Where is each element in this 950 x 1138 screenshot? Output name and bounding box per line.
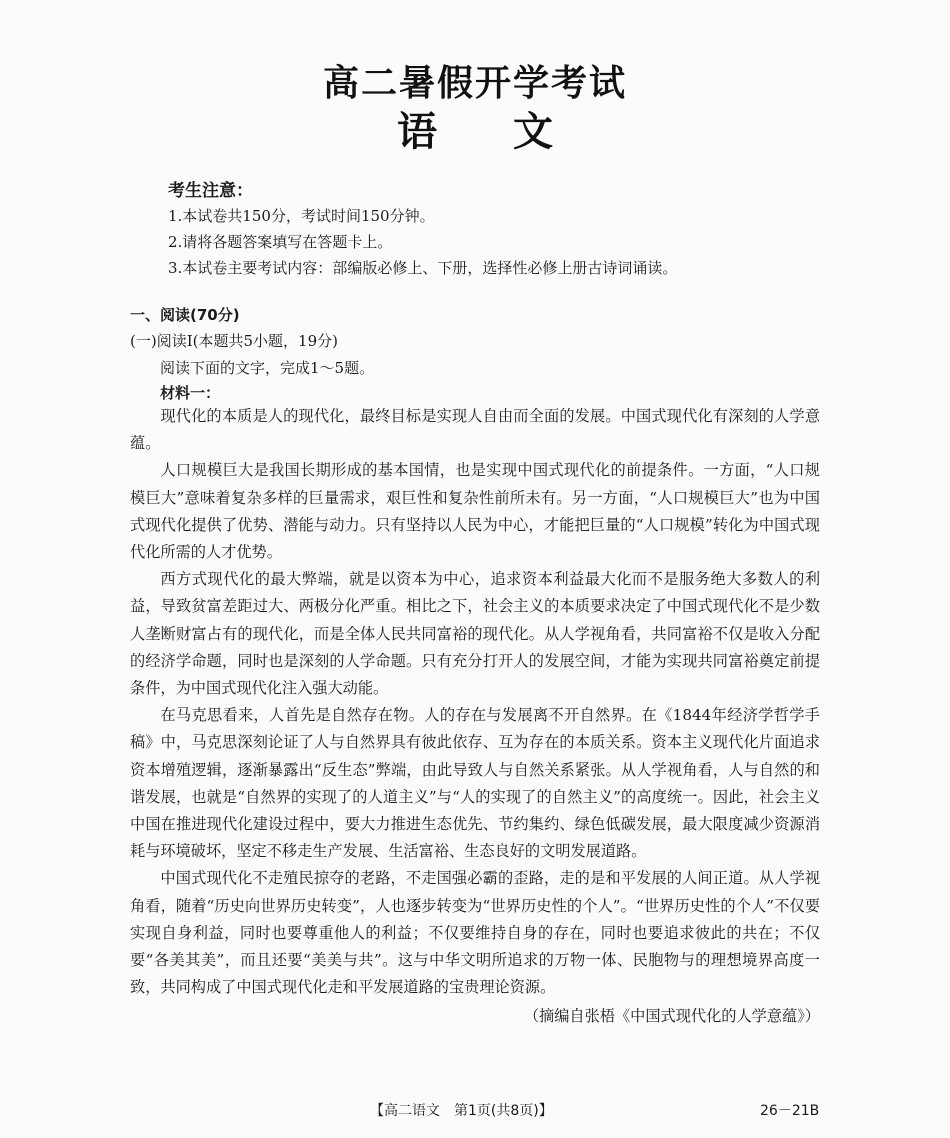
notice-item-2: 2.请将各题答案填写在答题卡上。 (168, 233, 393, 251)
article-body (130, 403, 820, 1031)
exam-title: 高二暑假开学考试 (322, 63, 627, 104)
article-source: （摘编自张梧《中国式现代化的人学意蕴》） (523, 1007, 820, 1026)
reading-instruction: 阅读下面的文字，完成1～5题。 (160, 359, 375, 377)
article-paragraph-5: 中国式现代化不走殖民掠夺的老路，不走国强必霸的歪路，走的是和平发展的人间正道。从人学视角看，随着“历史向世界历史转变”，人也逐步转变为“世界历史性的个人”。“世界历史性的个人”不仅要实现自身利益，同时也要尊重他人的利益；不仅要维持自身的存在，同时也要追求彼此的共在；不仅要“各美其美”，而且还要“美美与共”。这与中华文明所追求的万物一体、民胞物与的理想境界高度一致，共同构成了中国式现代化走和平发展道路的宝贵理论资源。 (130, 869, 820, 997)
article-paragraph-3: 西方式现代化的最大弊端，就是以资本为中心，追求资本利益最大化而不是服务绝大多数人的利益，导致贫富差距过大、两极分化严重。相比之下，社会主义的本质要求决定了中国式现代化不是少数人垄断财富占有的现代化，而是全体人民共同富裕的现代化。从人学视角看，共同富裕不仅是收入分配的经济学命题，同时也是深刻的人学命题。只有充分打开人的发展空间，才能为实现共同富裕奠定前提条件，为中国式现代化注入强大动能。 (130, 570, 820, 698)
page-number-label: 【高二语文 第1页(共8页)】 (370, 1103, 553, 1119)
subject-char-1: 语 (397, 109, 437, 155)
notice-heading: 考生注意： (168, 181, 253, 201)
notice-item-3: 3.本试卷主要考试内容：部编版必修上、下册，选择性必修上册古诗词诵读。 (168, 259, 678, 277)
subject-char-2: 文 (513, 109, 553, 155)
subsection-title: (一)阅读Ⅰ(本题共5小题，19分) (130, 332, 338, 350)
exam-code: 26－21B (760, 1103, 820, 1119)
subject-title (0, 100, 950, 157)
article-paragraph-1: 现代化的本质是人的现代化，最终目标是实现人自由而全面的发展。中国式现代化有深刻的人学意蕴。 (130, 407, 820, 453)
material-label: 材料一： (160, 384, 221, 402)
article-paragraph-4: 在马克思看来，人首先是自然存在物。人的存在与发展离不开自然界。在《1844年经济学哲学手稿》中，马克思深刻论证了人与自然界具有彼此依存、互为存在的本质关系。资本主义现代化片面追求资本增殖逻辑，逐渐暴露出“反生态”弊端，由此导致人与自然关系紧张。从人学视角看，人与自然的和谐发展，也就是“自然界的实现了的人道主义”与“人的实现了的自然主义”的高度统一。因此，社会主义中国在推进现代化建设过程中，要大力推进生态优先、节约集约、绿色低碳发展，最大限度减少资源消耗与环境破坏，坚定不移走生产发展、生活富裕、生态良好的文明发展道路。 (130, 706, 820, 861)
section-title: 一、阅读(70分) (130, 306, 240, 324)
notice-item-1: 1.本试卷共150分，考试时间150分钟。 (168, 207, 435, 225)
article-paragraph-2: 人口规模巨大是我国长期形成的基本国情，也是实现中国式现代化的前提条件。一方面，“人口规模巨大”意味着复杂多样的巨量需求，艰巨性和复杂性前所未有。另一方面，“人口规模巨大”也为中国式现代化提供了优势、潜能与动力。只有坚持以人民为中心，才能把巨量的“人口规模”转化为中国式现代化所需的人才优势。 (130, 461, 820, 562)
